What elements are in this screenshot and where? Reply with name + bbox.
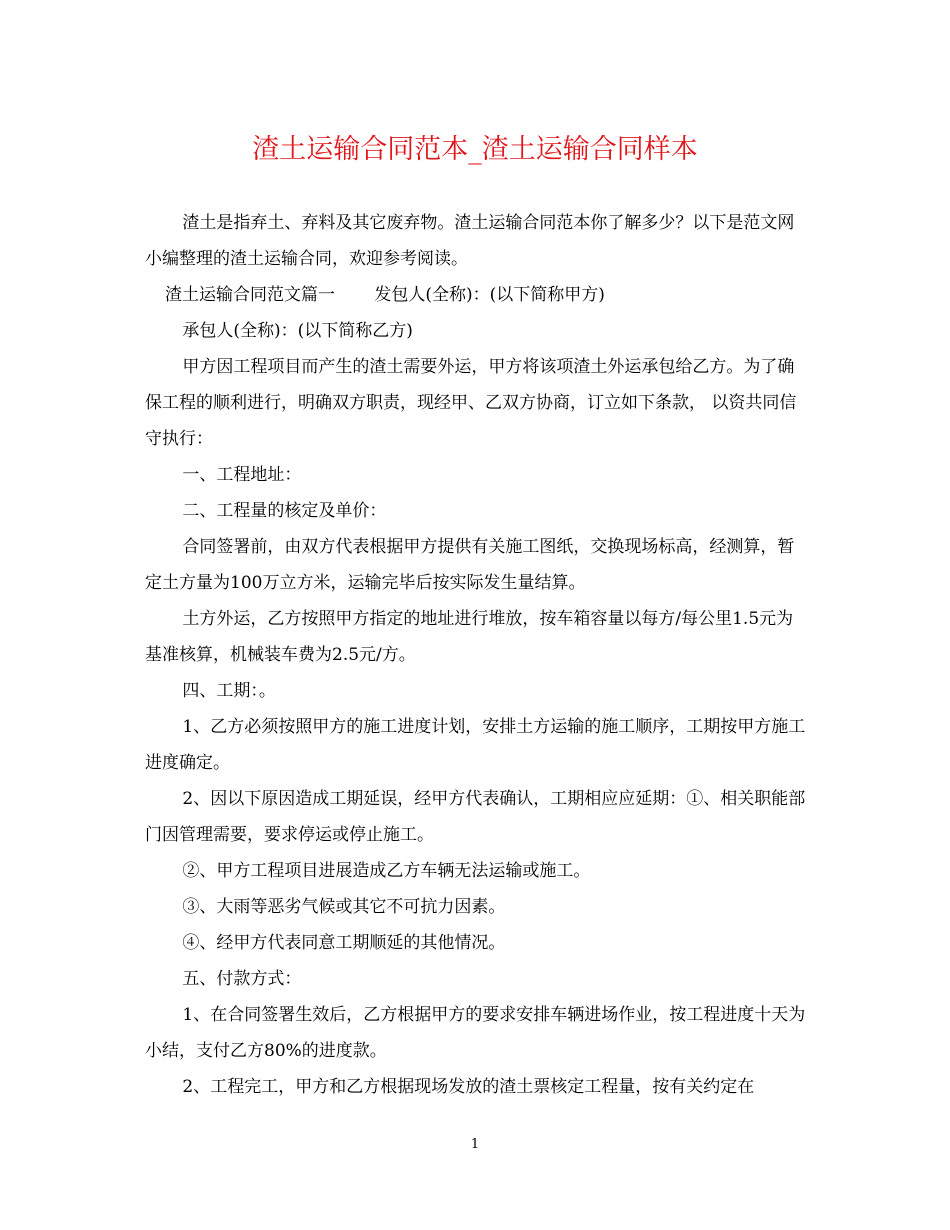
section-heading-schedule: 四、工期：。 [182,681,276,701]
section-heading-quantity: 二、工程量的核定及单价： [182,501,387,521]
paragraph-delay-3: ③、大雨等恶劣气候或其它不可抗力因素。 [182,897,506,917]
paragraph-pricing: 土方外运，乙方按照甲方指定的地址进行堆放，按车箱容量以每方/每公里1.5元为基准核算，机械装车费为2.5元/方。 [145,609,794,665]
paragraph-delay-4: ④、经甲方代表同意工期顺延的其他情况。 [182,933,506,953]
paragraph-contract-header: 渣土运输合同范文篇一 发包人(全称)：(以下简称甲方) [165,285,605,305]
section-heading-address: 一、工程地址： [182,465,302,485]
document-title: 渣土运输合同范本_渣土运输合同样本 [252,134,698,165]
paragraph-payment-2: 2、工程完工，甲方和乙方根据现场发放的渣土票核定工程量，按有关约定在 [182,1077,755,1097]
paragraph-schedule-1: 1、乙方必须按照甲方的施工进度计划，安排土方运输的施工顺序，工期按甲方施工进度确定。 [145,717,806,773]
paragraph-quantity: 合同签署前，由双方代表根据甲方提供有关施工图纸，交换现场标高，经测算，暂定土方量为100万立方米，运输完毕后按实际发生量结算。 [145,537,795,593]
paragraph-preamble: 甲方因工程项目而产生的渣土需要外运，甲方将该项渣土外运承包给乙方。为了确保工程的顺利进行，明确双方职责，现经甲、乙双方协商，订立如下条款， 以资共同信守执行： [145,357,797,449]
paragraph-delay-2: ②、甲方工程项目进展造成乙方车辆无法运输或施工。 [182,861,591,881]
paragraph-contractor: 承包人(全称)：(以下简称乙方) [182,321,413,341]
page-number: 1 [470,1137,480,1152]
paragraph-payment-1: 1、在合同签署生效后，乙方根据甲方的要求安排车辆进场作业，按工程进度十天为小结，支付乙方80%的进度款。 [145,1005,806,1061]
paragraph-intro: 渣土是指弃土、弃料及其它废弃物。渣土运输合同范本你了解多少？以下是范文网小编整理的渣土运输合同，欢迎参考阅读。 [145,213,795,269]
paragraph-schedule-2: 2、因以下原因造成工期延误，经甲方代表确认，工期相应应延期：①、相关职能部门因管理需要，要求停运或停止施工。 [145,789,806,845]
section-heading-payment: 五、付款方式： [182,969,302,989]
document-body [145,205,810,1105]
